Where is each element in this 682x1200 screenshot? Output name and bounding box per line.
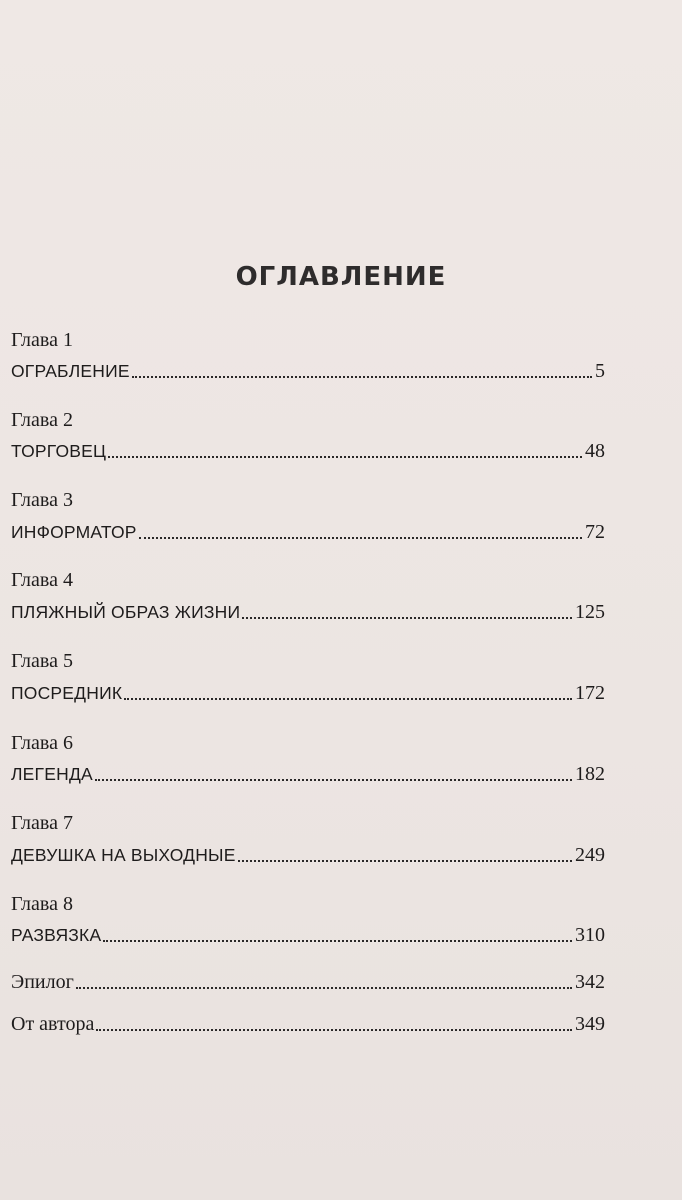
page-number: 310 bbox=[575, 924, 605, 946]
chapter-label: Глава 4 bbox=[11, 569, 73, 591]
page-number: 182 bbox=[575, 763, 605, 785]
chapter-label: Глава 1 bbox=[11, 329, 73, 351]
chapter-label: Глава 5 bbox=[11, 650, 73, 672]
page-number: 342 bbox=[575, 971, 605, 993]
page-number: 349 bbox=[575, 1013, 605, 1035]
toc-entry[interactable] bbox=[11, 921, 605, 947]
dot-leader bbox=[132, 376, 592, 378]
toc-entry[interactable] bbox=[11, 679, 605, 705]
page-number: 5 bbox=[595, 360, 605, 382]
author-note-title: От автора bbox=[11, 1013, 95, 1035]
chapter-title: ЛЕГЕНДА bbox=[11, 764, 93, 784]
dot-leader bbox=[76, 987, 572, 989]
chapter-label: Глава 6 bbox=[11, 732, 73, 754]
chapter-title: ОГРАБЛЕНИЕ bbox=[11, 361, 130, 381]
chapter-title: ДЕВУШКА НА ВЫХОДНЫЕ bbox=[11, 845, 236, 865]
toc-entry[interactable] bbox=[11, 598, 605, 624]
page-number: 172 bbox=[575, 682, 605, 704]
toc-entry[interactable] bbox=[11, 841, 605, 867]
dot-leader bbox=[103, 940, 572, 942]
chapter-label: Глава 2 bbox=[11, 409, 73, 431]
chapter-label: Глава 7 bbox=[11, 812, 73, 834]
dot-leader bbox=[139, 537, 582, 539]
chapter-title: ПОСРЕДНИК bbox=[11, 683, 123, 703]
toc-entry-author-note[interactable] bbox=[11, 1010, 605, 1036]
dot-leader bbox=[95, 779, 572, 781]
dot-leader bbox=[108, 456, 582, 458]
chapter-label: Глава 8 bbox=[11, 893, 73, 915]
page-number: 249 bbox=[575, 844, 605, 866]
toc-entry[interactable] bbox=[11, 357, 605, 383]
toc-entry-epilogue[interactable] bbox=[11, 968, 605, 994]
chapter-title: ИНФОРМАТОР bbox=[11, 522, 137, 542]
page-title: ОГЛАВЛЕНИЕ bbox=[235, 262, 447, 292]
page-number: 125 bbox=[575, 601, 605, 623]
epilogue-title: Эпилог bbox=[11, 971, 74, 993]
chapter-label: Глава 3 bbox=[11, 489, 73, 511]
dot-leader bbox=[238, 860, 572, 862]
toc-entry[interactable] bbox=[11, 760, 605, 786]
page-number: 48 bbox=[585, 440, 605, 462]
chapter-title: ТОРГОВЕЦ bbox=[11, 441, 107, 461]
dot-leader bbox=[124, 698, 572, 700]
toc-entry[interactable] bbox=[11, 437, 605, 463]
dot-leader bbox=[96, 1029, 572, 1031]
chapter-title: ПЛЯЖНЫЙ ОБРАЗ ЖИЗНИ bbox=[11, 602, 241, 622]
toc-entry[interactable] bbox=[11, 518, 605, 544]
page-number: 72 bbox=[585, 521, 605, 543]
dot-leader bbox=[242, 617, 572, 619]
chapter-title: РАЗВЯЗКА bbox=[11, 925, 102, 945]
